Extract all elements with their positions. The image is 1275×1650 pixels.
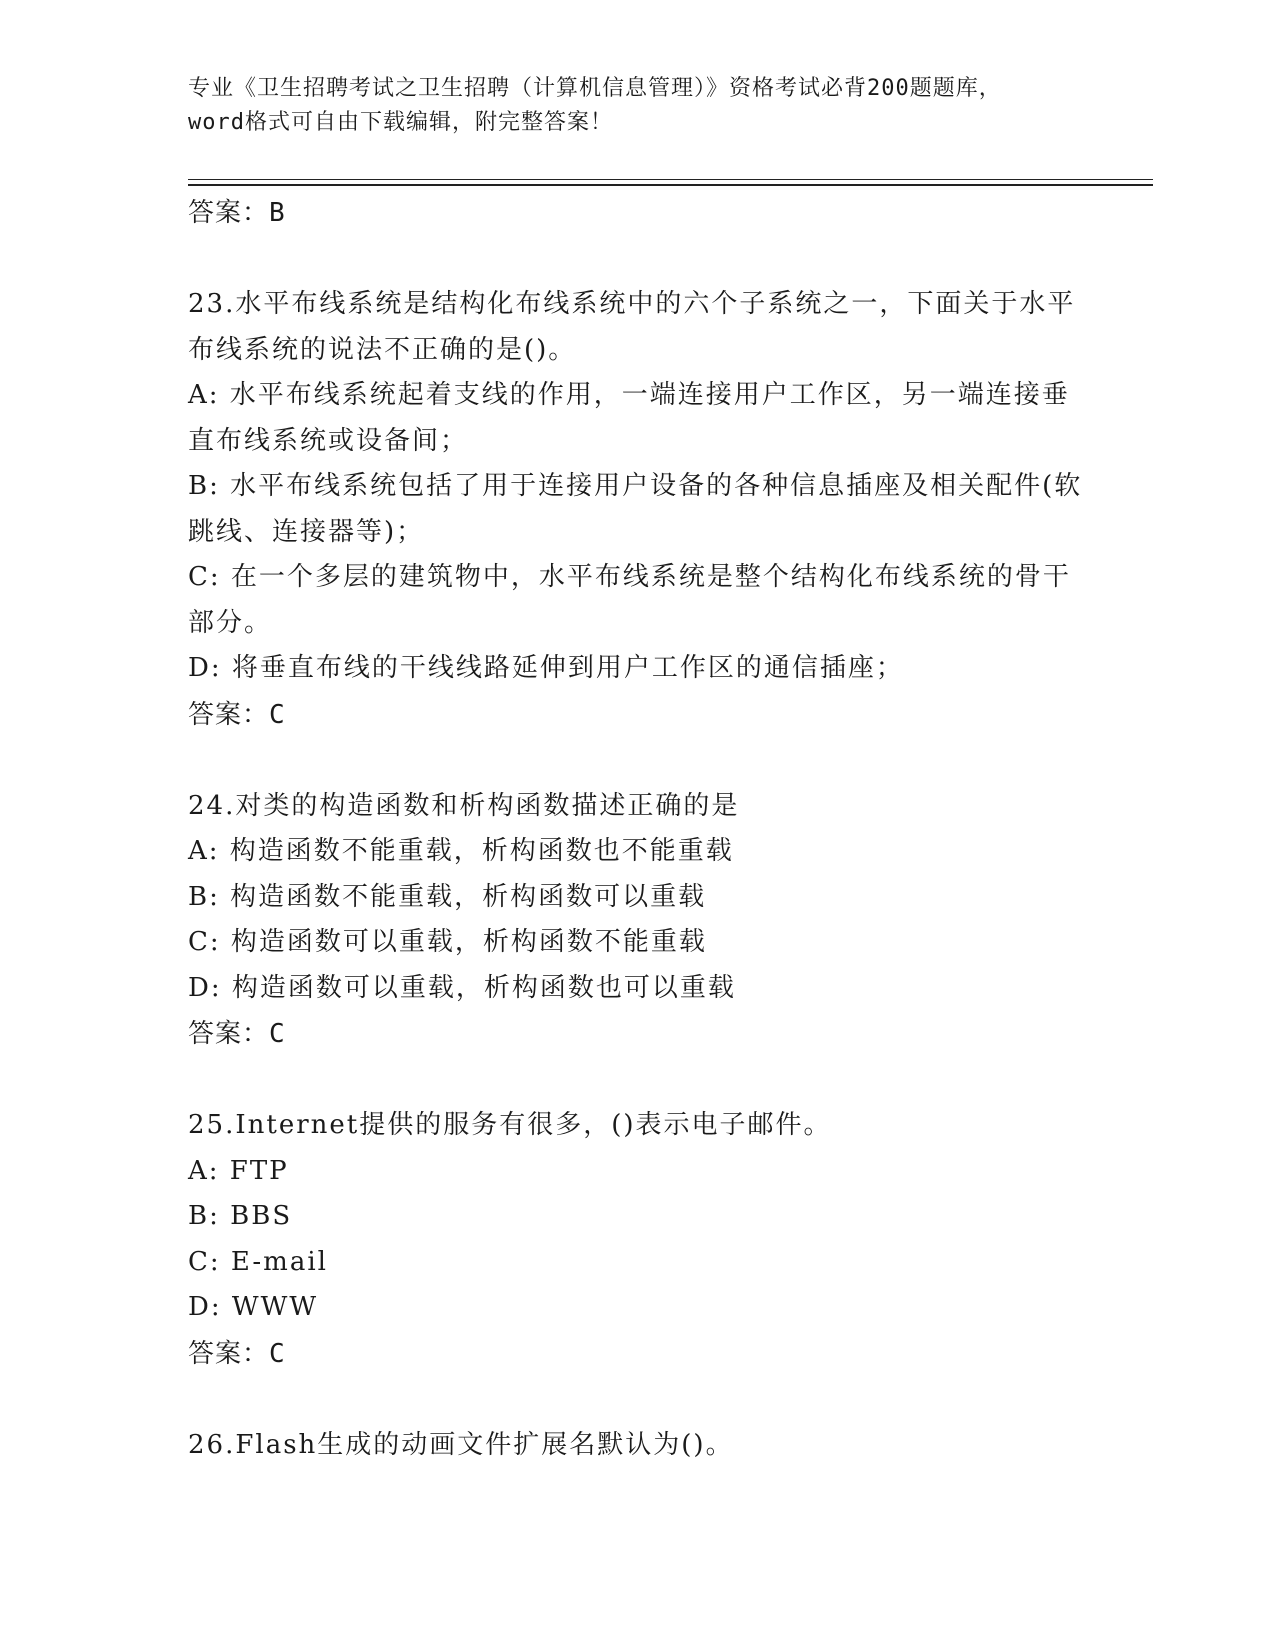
option-d: D: 构造函数可以重载，析构函数也可以重载: [188, 972, 736, 1003]
question-stem: 26.Flash生成的动画文件扩展名默认为()。: [188, 1429, 734, 1460]
header-line-2: word格式可自由下载编辑，附完整答案！: [188, 110, 613, 135]
answer: 答案：C: [188, 1338, 286, 1369]
document-header: [188, 72, 1088, 140]
question-23: [188, 282, 1088, 738]
question-25: [188, 1103, 1088, 1377]
question-26: [188, 1423, 1088, 1469]
option-d: D: WWW: [188, 1292, 319, 1322]
option-a: A: 构造函数不能重载，析构函数也不能重载: [188, 836, 734, 866]
question-24: [188, 784, 1088, 1058]
answer: 答案：C: [188, 1019, 286, 1049]
header-rule-thin: [188, 179, 1153, 180]
question-stem: 23.水平布线系统是结构化布线系统中的六个子系统之一，下面关于水平布线系统的说法不正确的是()。: [188, 289, 1076, 365]
answer-previous: 答案：B: [188, 198, 286, 228]
answer: 答案：C: [188, 699, 286, 730]
header-line-1: 专业《卫生招聘考试之卫生招聘（计算机信息管理）》资格考试必背200题题库，: [188, 76, 1002, 101]
option-b: B: 水平布线系统包括了用于连接用户设备的各种信息插座及相关配件(软跳线、连接器等)；: [188, 471, 1083, 547]
header-rule-thick: [188, 184, 1153, 186]
question-stem: 24.对类的构造函数和析构函数描述正确的是: [188, 790, 740, 821]
question-stem: 25.Internet提供的服务有很多，()表示电子邮件。: [188, 1110, 832, 1140]
option-c: C: 在一个多层的建筑物中，水平布线系统是整个结构化布线系统的骨干部分。: [188, 562, 1071, 638]
option-d: D: 将垂直布线的干线线路延伸到用户工作区的通信插座；: [188, 653, 904, 683]
option-b: B: 构造函数不能重载，析构函数可以重载: [188, 881, 707, 912]
option-a: A: FTP: [188, 1155, 289, 1186]
option-c: C: E-mail: [188, 1246, 328, 1277]
document-body: [188, 190, 1088, 1468]
option-c: C: 构造函数可以重载，析构函数不能重载: [188, 927, 707, 957]
option-b: B: BBS: [188, 1201, 293, 1231]
option-a: A: 水平布线系统起着支线的作用，一端连接用户工作区，另一端连接垂直布线系统或设备间；: [188, 380, 1070, 456]
